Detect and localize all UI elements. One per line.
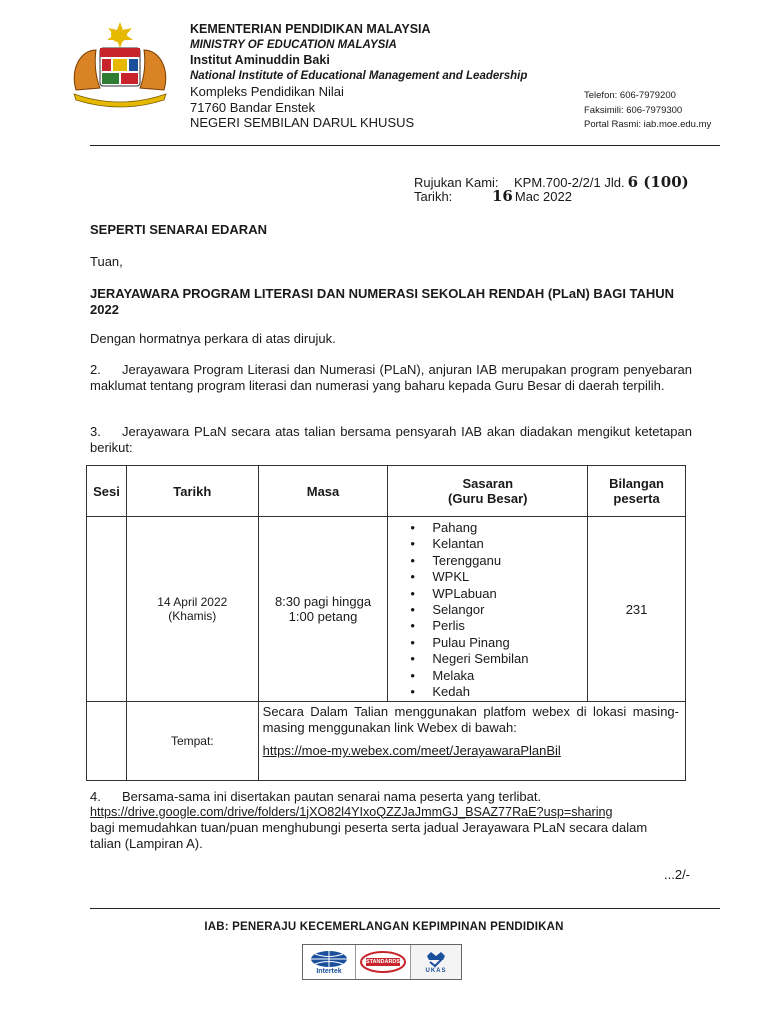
address-line-3: NEGERI SEMBILAN DARUL KHUSUS	[190, 115, 415, 130]
crown-tick-icon	[421, 950, 451, 968]
intertek-logo	[303, 945, 356, 979]
letterhead	[190, 22, 527, 131]
telephone: Telefon: 606-7979200	[584, 90, 676, 101]
contact-info	[584, 89, 711, 133]
paragraph-2	[90, 362, 692, 393]
page-marker: ...2/-	[664, 867, 691, 882]
paragraph-4-text: Bersama-sama ini disertakan pautan senarai nama peserta yang terlibat.	[122, 789, 542, 804]
cell-sesi	[87, 517, 127, 702]
cell-time-line-1: 8:30 pagi hingga	[274, 594, 372, 610]
cell-venue-sesi	[87, 702, 127, 781]
list-item: • Terengganu	[410, 553, 587, 569]
tarikh-handwritten: 16	[492, 186, 513, 205]
header-tarikh: Tarikh	[126, 466, 258, 517]
globe-icon	[309, 950, 349, 968]
list-item: • WPLabuan	[410, 586, 587, 602]
cell-venue-label: Tempat:	[126, 702, 258, 781]
header-sesi: Sesi	[87, 466, 127, 517]
standards-label: STANDARDS	[365, 959, 401, 965]
standards-logo	[356, 945, 411, 979]
cell-time-line-2: 1:00 petang	[288, 609, 358, 625]
list-item: • Pulau Pinang	[410, 635, 587, 651]
list-item: • Kedah	[410, 684, 587, 700]
address-line-1: Kompleks Pendidikan Nilai	[190, 84, 344, 99]
table-header-row	[87, 466, 686, 517]
header-bilangan	[588, 466, 686, 517]
paragraph-2-text: Jerayawara Program Literasi dan Numerasi (PLaN), anjuran IAB merupakan program penyebaran maklumat tentang program literasi dan numerasi yang baharu kepada Guru Besar di daerah terpilih.	[90, 362, 692, 393]
subject: JERAYAWARA PROGRAM LITERASI DAN NUMERASI SEKOLAH RENDAH (PLaN) BAGI TAHUN 2022	[90, 286, 675, 317]
rujukan-value: KPM.700-2/2/1 Jld.	[514, 175, 625, 190]
portal[interactable]: Portal Rasmi: iab.moe.edu.my	[584, 119, 712, 130]
list-item: • Pahang	[410, 520, 587, 536]
footer-motto: IAB: PENERAJU KECEMERLANGAN KEPIMPINAN PENDIDIKAN	[204, 921, 564, 933]
cell-masa	[258, 517, 388, 702]
cell-tarikh	[126, 517, 258, 702]
footer-divider	[90, 908, 720, 909]
list-item: • Negeri Sembilan	[410, 651, 587, 667]
cell-bilangan: 231	[588, 517, 686, 702]
ukas-label: UKAS	[425, 968, 447, 974]
list-item: • Kelantan	[410, 536, 587, 552]
schedule-table	[86, 465, 686, 781]
institute-name-english: National Institute of Educational Management and Leadership	[190, 69, 528, 82]
table-venue-row	[87, 702, 686, 781]
list-item: • Selangor	[410, 602, 587, 618]
header-bilangan-line-2: peserta	[613, 491, 660, 506]
paragraph-2-number: 2.	[90, 362, 101, 377]
header-divider	[90, 145, 720, 146]
tarikh-label: Tarikh:	[414, 188, 453, 204]
paragraph-4-number: 4.	[90, 789, 101, 804]
venue-text: Secara Dalam Talian menggunakan platfom webex di lokasi masing-masing menggunakan link Webex di bawah:	[262, 704, 679, 735]
institute-name: Institut Aminuddin Baki	[190, 53, 330, 67]
header-sasaran-line-1: Sasaran	[462, 476, 514, 491]
rujukan-label: Rujukan Kami:	[414, 175, 499, 190]
header-bilangan-line-1: Bilangan	[609, 476, 664, 491]
ukas-logo	[411, 945, 461, 979]
header-sasaran	[388, 466, 588, 517]
ministry-name-malay: KEMENTERIAN PENDIDIKAN MALAYSIA	[190, 22, 431, 36]
list-item: • Perlis	[410, 618, 587, 634]
list-item: • WPKL	[410, 569, 587, 585]
rujukan-handwritten: 6 (100)	[627, 173, 689, 191]
header-masa: Masa	[258, 466, 388, 517]
cell-date-line-1: 14 April 2022	[157, 595, 228, 610]
intertek-label: Intertek	[316, 967, 342, 975]
paragraph-1: Dengan hormatnya perkara di atas dirujuk.	[90, 331, 336, 346]
region-list	[388, 520, 587, 700]
paragraph-3-number: 3.	[90, 424, 101, 439]
cell-venue-detail	[258, 702, 685, 781]
cell-sasaran	[388, 517, 588, 702]
address-line-2: 71760 Bandar Enstek	[190, 99, 316, 115]
ministry-name-english: MINISTRY OF EDUCATION MALAYSIA	[190, 38, 397, 51]
reference-block	[414, 175, 689, 204]
paragraph-3-text: Jerayawara PLaN secara atas talian bersama pensyarah IAB akan diadakan mengikut ketetapan berikut:	[90, 424, 692, 455]
certification-logos	[302, 944, 462, 980]
paragraph-4-text-2: bagi memudahkan tuan/puan menghubungi peserta serta jadual Jerayawara PLaN secara dalam talian (Lampiran A).	[90, 820, 648, 851]
webex-link[interactable]: https://moe-my.webex.com/meet/JerayawaraPlanBil	[262, 743, 561, 759]
cell-date-line-2: (Khamis)	[168, 609, 217, 624]
tarikh-value: Mac 2022	[514, 188, 572, 204]
header-sasaran-line-2: (Guru Besar)	[448, 491, 528, 506]
recipient: SEPERTI SENARAI EDARAN	[90, 222, 267, 237]
table-row	[87, 517, 686, 702]
drive-link[interactable]: https://drive.google.com/drive/folders/1jXO82l4YIxoQZZJaJmmGJ_BSAZ77RaE?usp=sharing	[90, 804, 613, 819]
paragraph-3	[90, 424, 692, 455]
malaysia-coat-of-arms-icon	[66, 20, 174, 108]
paragraph-4	[90, 789, 700, 851]
list-item: • Melaka	[410, 668, 587, 684]
fax: Faksimili: 606-7979300	[584, 104, 683, 116]
salutation: Tuan,	[90, 254, 123, 269]
